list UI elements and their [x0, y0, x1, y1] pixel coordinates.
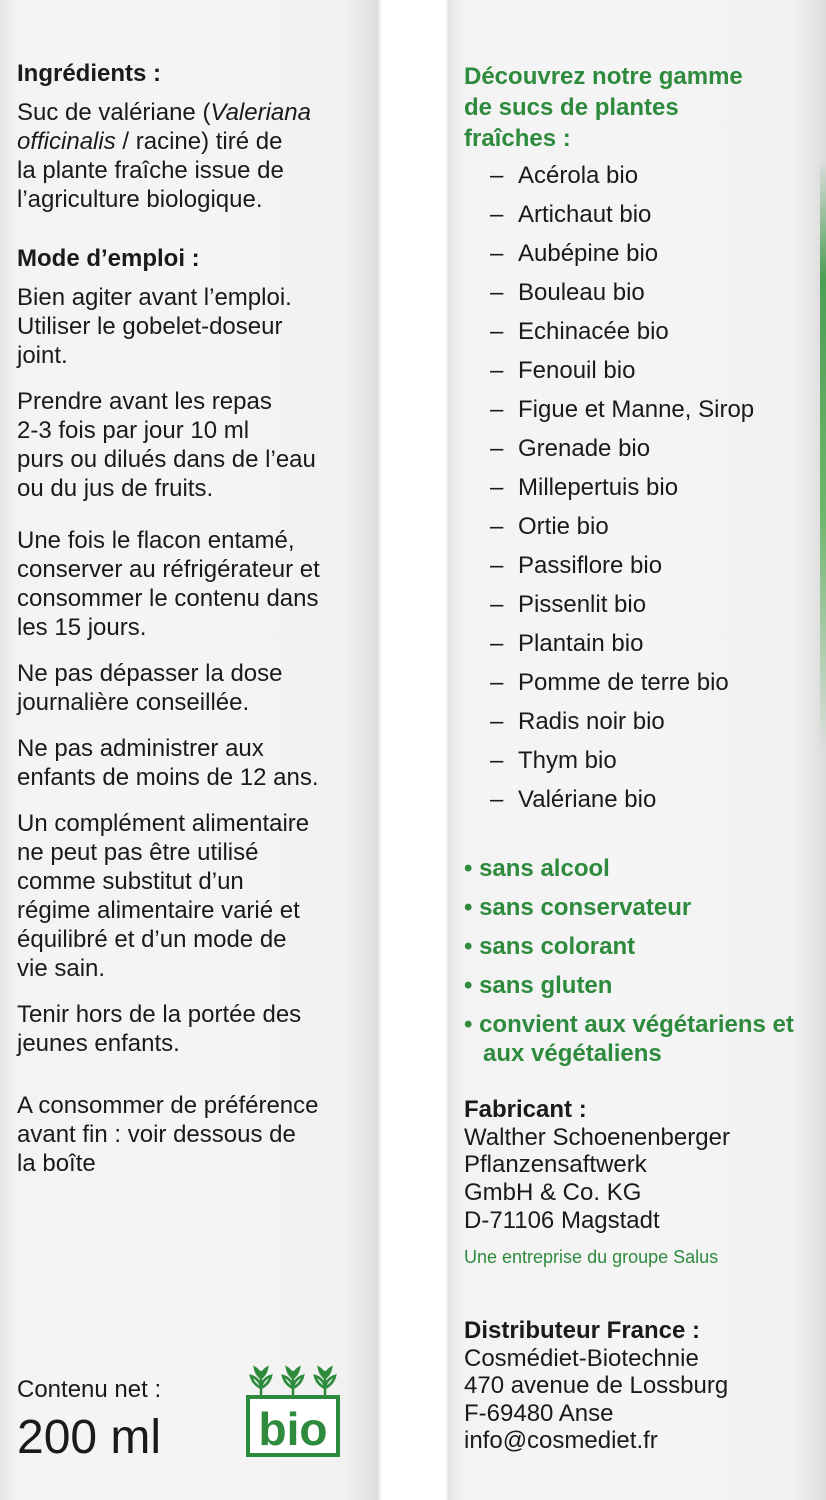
bio-logo-text: bio	[258, 1403, 328, 1455]
mode-text: 2-3 fois par jour 10 ml	[17, 417, 250, 444]
mode-text: ne peut pas être utilisé	[17, 839, 259, 866]
dash-marker: –	[490, 786, 504, 813]
content-label: Contenu net :	[17, 1376, 162, 1403]
product-name: Thym bio	[518, 747, 617, 774]
mode-text: Une fois le flacon entamé,	[17, 527, 295, 554]
ingredients-line-4: l’agriculture biologique.	[17, 186, 263, 213]
product-list-item	[490, 591, 646, 619]
product-name: Acérola bio	[518, 162, 639, 189]
dash-marker: –	[490, 318, 504, 345]
product-name: Bouleau bio	[518, 279, 645, 306]
mode-text: comme substitut d’un	[17, 868, 244, 895]
product-list-item	[490, 708, 665, 736]
mode-text: vie sain.	[17, 955, 106, 982]
distributor-email: info@cosmediet.fr	[464, 1427, 658, 1454]
dash-marker: –	[490, 435, 504, 462]
product-name: Valériane bio	[518, 786, 657, 813]
product-list-item	[490, 396, 754, 424]
dash-marker: –	[490, 708, 504, 735]
mode-text: Un complément alimentaire	[17, 810, 310, 837]
group-line: Une entreprise du groupe Salus	[464, 1247, 719, 1267]
manufacturer-line: Walther Schoenenberger	[464, 1124, 730, 1151]
mode-text: Bien agiter avant l’emploi.	[17, 284, 292, 311]
manufacturer-line: GmbH & Co. KG	[464, 1179, 642, 1206]
product-list-item	[490, 669, 729, 697]
product-list-item	[490, 474, 678, 502]
mode-text: Prendre avant les repas	[17, 388, 272, 415]
mode-text: les 15 jours.	[17, 614, 147, 641]
left-panel	[0, 0, 378, 1500]
claim-item-continued: aux végétaliens	[483, 1040, 662, 1067]
mode-text: purs ou dilués dans de l’eau	[17, 446, 316, 473]
content-value: 200 ml	[17, 1411, 162, 1464]
dash-marker: –	[490, 513, 504, 540]
ingredients-heading: Ingrédients :	[17, 60, 162, 87]
product-list-item	[490, 630, 643, 658]
ingredients-line-2: officinalis / racine) tiré de	[17, 128, 283, 155]
product-name: Ortie bio	[518, 513, 609, 540]
product-name: Pissenlit bio	[518, 591, 647, 618]
dash-marker: –	[490, 357, 504, 384]
right-panel-edge	[445, 0, 449, 1500]
dash-marker: –	[490, 474, 504, 501]
dash-marker: –	[490, 591, 504, 618]
product-name: Fenouil bio	[518, 357, 636, 384]
product-list-item	[490, 318, 669, 346]
dash-marker: –	[490, 162, 504, 189]
product-name: Radis noir bio	[518, 708, 665, 735]
claim-item: • sans gluten	[464, 972, 613, 999]
product-name: Millepertuis bio	[518, 474, 679, 501]
distributor-line: F-69480 Anse	[464, 1400, 614, 1427]
mode-text: joint.	[17, 342, 68, 369]
product-name: Echinacée bio	[518, 318, 669, 345]
manufacturer-heading: Fabricant :	[464, 1096, 587, 1123]
claim-item: • sans alcool	[464, 855, 610, 882]
left-panel-edge	[378, 0, 382, 1500]
product-list-item	[490, 513, 609, 541]
dash-marker: –	[490, 240, 504, 267]
product-list-item	[490, 201, 651, 229]
product-list-item	[490, 786, 656, 814]
product-name: Plantain bio	[518, 630, 644, 657]
mode-text: équilibré et d’un mode de	[17, 926, 287, 953]
dash-marker: –	[490, 396, 504, 423]
best-before-text: la boîte	[17, 1150, 96, 1177]
manufacturer-line: Pflanzensaftwerk	[464, 1151, 647, 1178]
product-name: Passiflore bio	[518, 552, 663, 579]
green-edge-strip	[820, 160, 826, 750]
bio-logo-icon	[245, 1362, 341, 1458]
product-list-item	[490, 435, 650, 463]
mode-text: conserver au réfrigérateur et	[17, 556, 320, 583]
range-heading: Découvrez notre gamme	[464, 63, 743, 90]
mode-text: Ne pas administrer aux	[17, 735, 264, 762]
dash-marker: –	[490, 669, 504, 696]
manufacturer-line: D-71106 Magstadt	[464, 1207, 660, 1234]
dash-marker: –	[490, 279, 504, 306]
dash-marker: –	[490, 201, 504, 228]
ingredients-line-1: Suc de valériane (Valeriana	[17, 99, 311, 126]
product-list-item	[490, 162, 638, 190]
mode-heading: Mode d’emploi :	[17, 245, 200, 272]
mode-text: consommer le contenu dans	[17, 585, 319, 612]
range-heading: fraîches :	[464, 125, 571, 152]
mode-text: Ne pas dépasser la dose	[17, 660, 283, 687]
claim-item: • sans colorant	[464, 933, 636, 960]
product-list-item	[490, 747, 617, 775]
mode-text: régime alimentaire varié et	[17, 897, 300, 924]
mode-text: journalière conseillée.	[17, 689, 250, 716]
range-heading: de sucs de plantes	[464, 94, 679, 121]
best-before-text: A consommer de préférence	[17, 1092, 319, 1119]
product-list-item	[490, 552, 662, 580]
best-before-text: avant fin : voir dessous de	[17, 1121, 296, 1148]
product-name: Grenade bio	[518, 435, 651, 462]
product-name: Artichaut bio	[518, 201, 652, 228]
ingredients-line-3: la plante fraîche issue de	[17, 157, 284, 184]
mode-text: ou du jus de fruits.	[17, 475, 214, 502]
claim-item: • sans conservateur	[464, 894, 692, 921]
product-list-item	[490, 357, 635, 385]
dash-marker: –	[490, 747, 504, 774]
product-list-item	[490, 240, 658, 268]
dash-marker: –	[490, 552, 504, 579]
mode-text: enfants de moins de 12 ans.	[17, 764, 319, 791]
distributor-heading: Distributeur France :	[464, 1317, 701, 1344]
dash-marker: –	[490, 630, 504, 657]
product-name: Figue et Manne, Sirop	[518, 396, 755, 423]
product-name: Pomme de terre bio	[518, 669, 729, 696]
claim-item: • convient aux végétariens et	[464, 1011, 794, 1038]
product-name: Aubépine bio	[518, 240, 659, 267]
distributor-line: 470 avenue de Lossburg	[464, 1372, 729, 1399]
product-list-item	[490, 279, 645, 307]
mode-text: jeunes enfants.	[17, 1030, 180, 1057]
mode-text: Utiliser le gobelet-doseur	[17, 313, 283, 340]
mode-text: Tenir hors de la portée des	[17, 1001, 302, 1028]
distributor-line: Cosmédiet-Biotechnie	[464, 1345, 699, 1372]
